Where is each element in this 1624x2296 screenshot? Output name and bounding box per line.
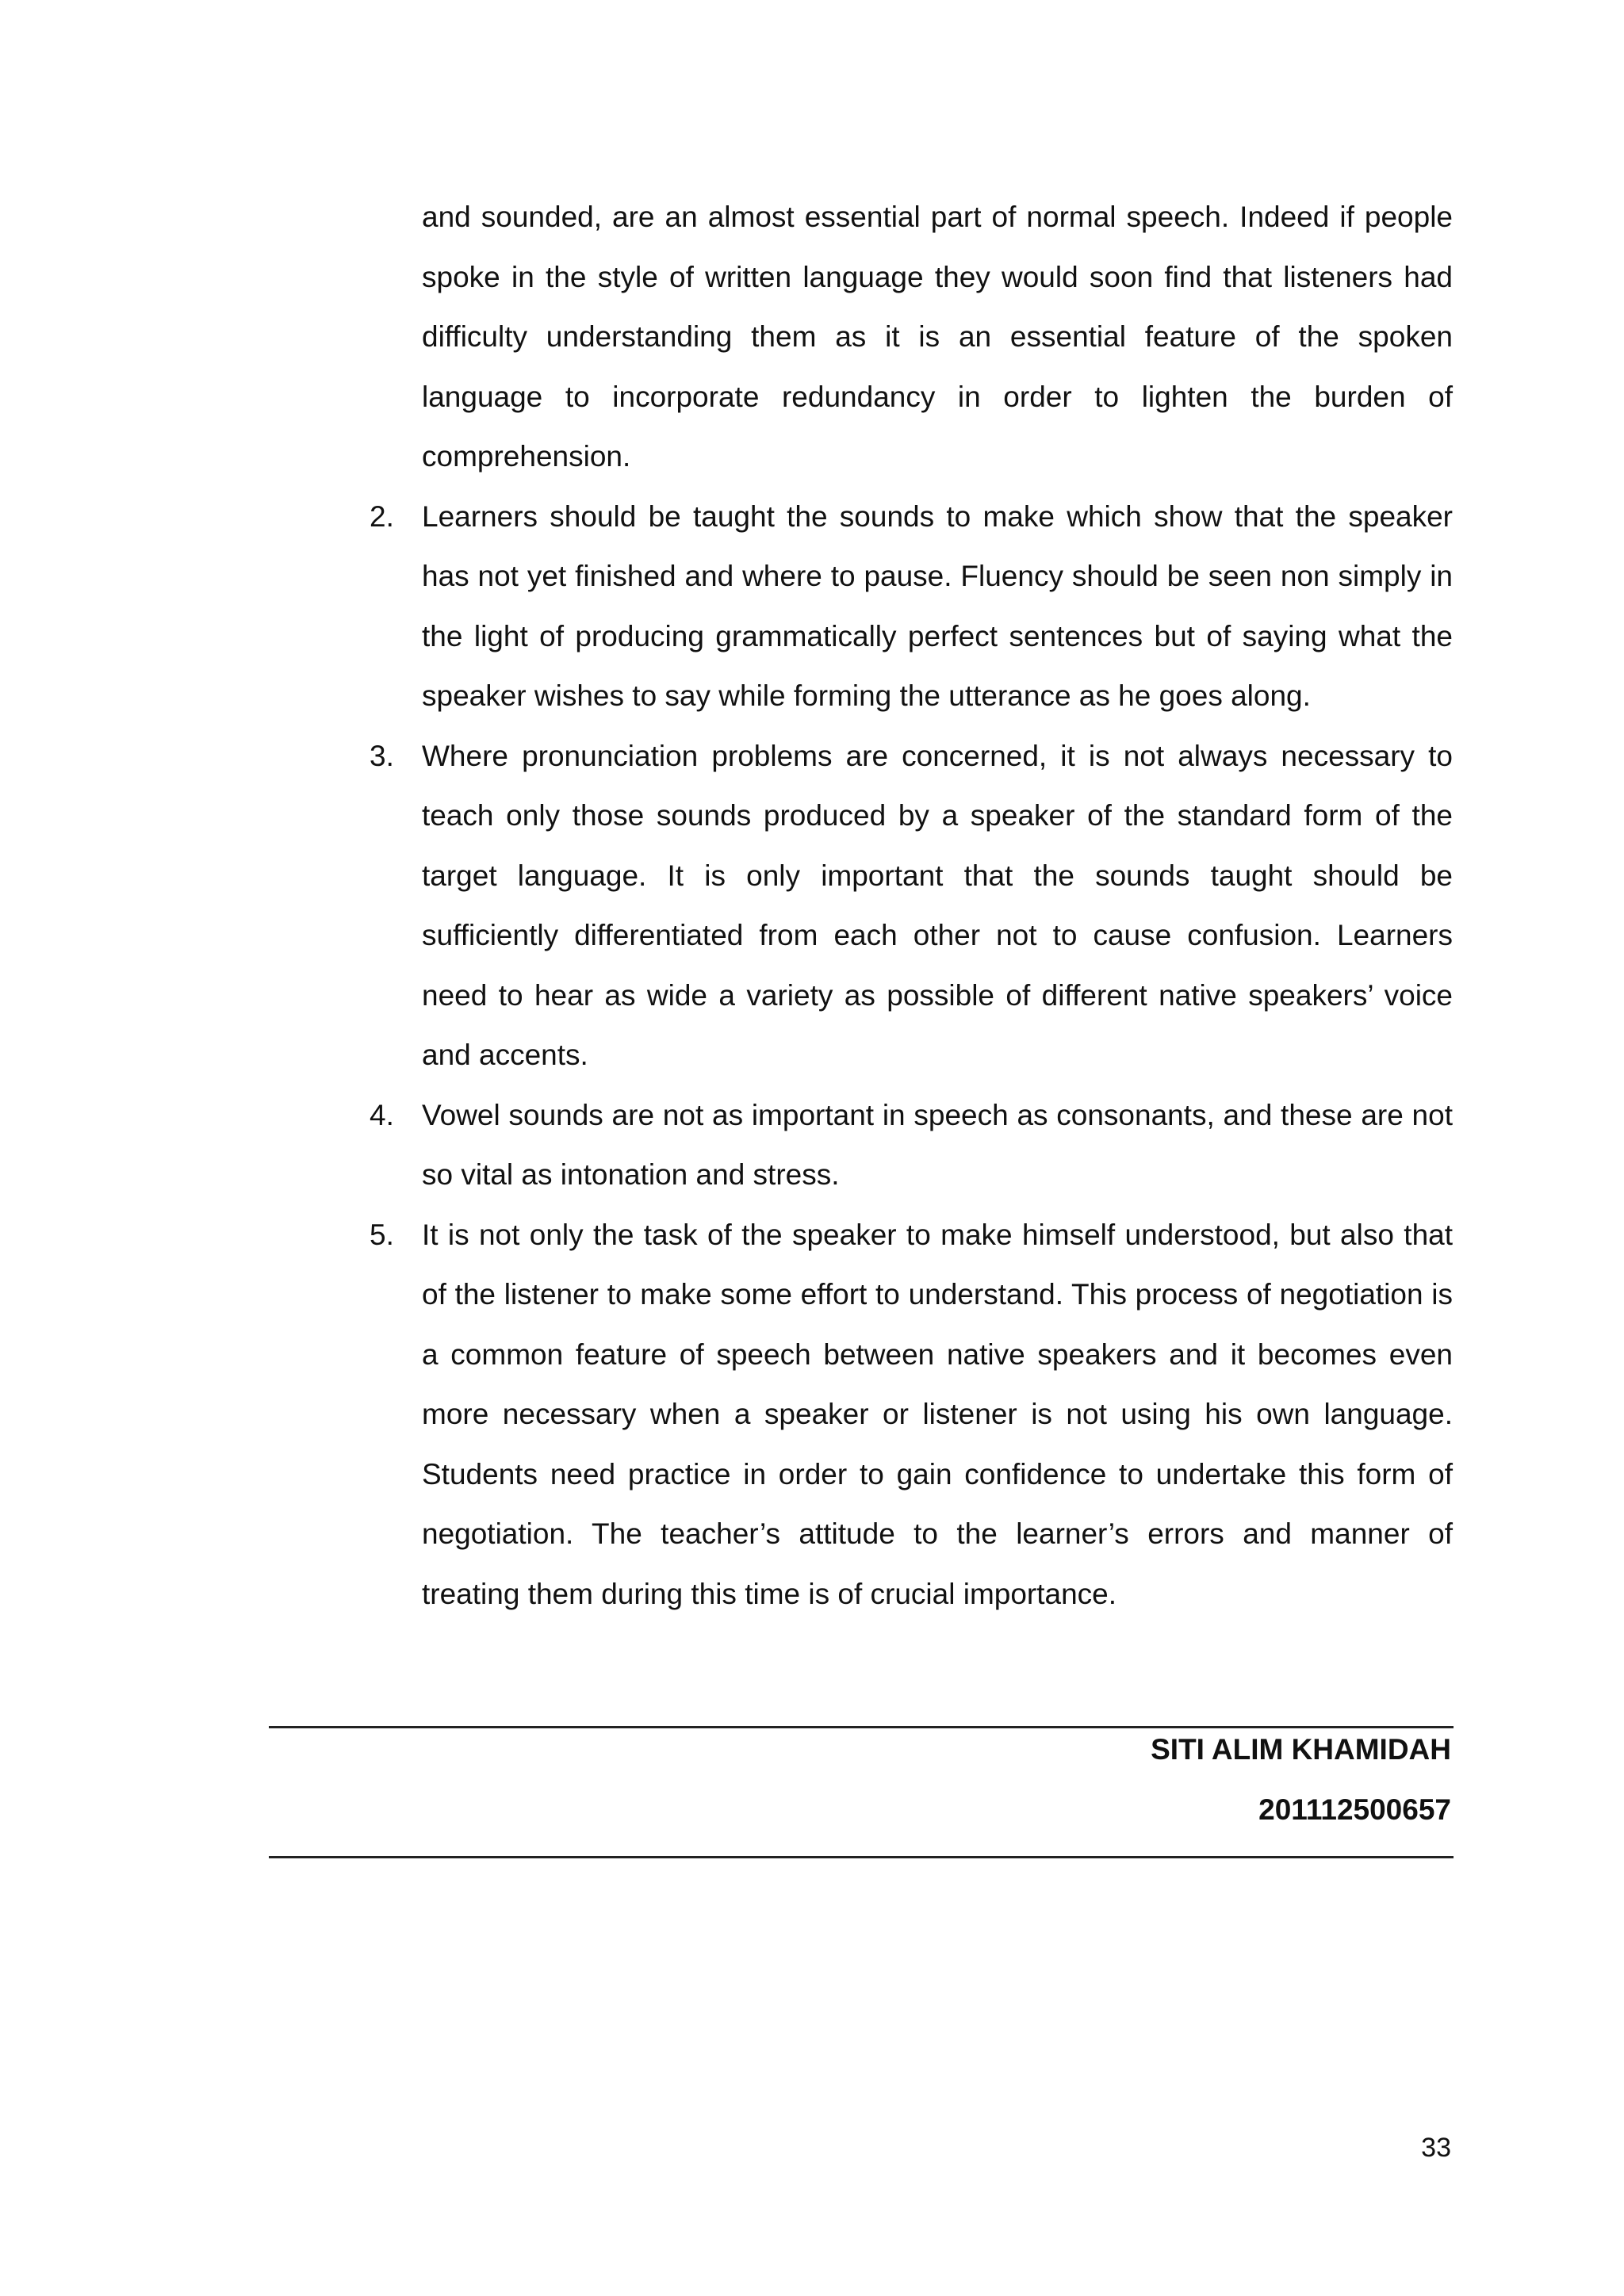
list-item (370, 726, 1453, 1085)
list-item-text: Where pronunciation problems are concerned, it is not always necessary to teach only those sounds produced by a speaker of the standard form of the target language. It is only important that the sounds taught should be sufficiently differentiated from each other not to cause confusion. Learners need to hear as wide a variety as possible of different native speakers’ voice and accents. (422, 739, 1453, 1071)
list-item (370, 487, 1453, 726)
page-number: 33 (1421, 2133, 1451, 2163)
list-item-number: 3. (370, 739, 394, 772)
footer-bottom-rule (269, 1856, 1454, 1858)
list-item-text: It is not only the task of the speaker to make himself understood, but also that of the listener to make some effort to understand. This process of negotiation is a common feature of speech between native speakers and it becomes even more necessary when a speaker or listener is not using his own language. Students need practice in order to gain confidence to undertake this form of negotiation. The teacher’s attitude to the learner’s errors and manner of treating them during this time is of crucial importance. (422, 1218, 1453, 1610)
list-item-text: Vowel sounds are not as important in speech as consonants, and these are not so vital as intonation and stress. (422, 1098, 1453, 1191)
list-item-number: 4. (370, 1098, 394, 1131)
student-id: 201112500657 (1258, 1793, 1451, 1826)
numbered-list (370, 487, 1453, 1624)
list-item-number: 5. (370, 1218, 394, 1251)
list-item (370, 1085, 1453, 1205)
footer-top-rule (269, 1726, 1454, 1728)
list-item (370, 1205, 1453, 1624)
body-text (370, 187, 1453, 1624)
author-name: SITI ALIM KHAMIDAH (1151, 1733, 1451, 1766)
continuation-paragraph: and sounded, are an almost essential part of normal speech. Indeed if people spoke in the style of written language they would soon find that listeners had difficulty understanding them as it is an essential feature of the spoken language to incorporate redundancy in order to lighten the burden of comprehension. (422, 201, 1453, 473)
list-item-text: Learners should be taught the sounds to make which show that the speaker has not yet finished and where to pause. Fluency should be seen non simply in the light of producing grammatically perfect sentences but of saying what the speaker wishes to say while forming the utterance as he goes along. (422, 499, 1453, 712)
list-item-number: 2. (370, 499, 394, 533)
